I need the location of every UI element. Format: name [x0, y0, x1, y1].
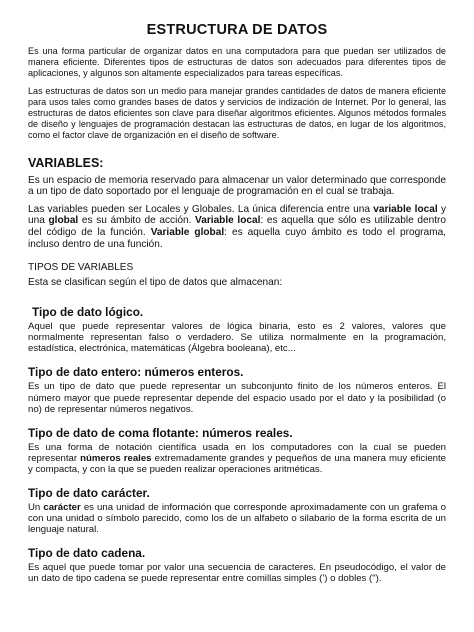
variables-section	[28, 156, 446, 251]
entero-heading: Tipo de dato entero: números enteros.	[28, 365, 244, 380]
variables-paragraph-2	[28, 204, 446, 250]
text-run: Un	[28, 502, 44, 514]
cadena-body: Es aquel que puede tomar por valor una secuencia de caracteres. En pseudocódigo, el valor de un dato de tipo cadena se puede representar entre comillas simples (') o dobles (").	[28, 562, 446, 585]
variables-paragraph-1: Es un espacio de memoria reservado para almacenar un valor determinado que corresponde a un tipo de dato soportado por el lenguaje de programación en el cual se trabaja.	[28, 174, 446, 198]
caracter-heading: Tipo de dato carácter.	[28, 486, 150, 501]
text-run: es una unidad de información que corresponde aproximadamente con un grafema o con una unidad o símbolo parecido, como los de un alfabeto o silabario de la forma escrita de un lenguaje natural.	[28, 502, 446, 536]
text-run: : es aquella cuyo ámbito es todo el programa, incluso dentro de una función.	[28, 227, 446, 250]
text-run: Las variables pueden ser Locales y Globales. La única diferencia entre una	[28, 203, 374, 215]
caracter-body	[28, 502, 446, 535]
text-run: es su ámbito de acción.	[78, 215, 196, 227]
flotante-heading: Tipo de dato de coma flotante: números reales.	[28, 425, 293, 440]
bold-term: variable local	[373, 203, 438, 215]
intro-paragraph-2: Las estructuras de datos son un medio para manejar grandes cantidades de datos de manera eficiente para usos tales como grandes bases de datos y servicios de indización de Internet. Por lo general, las estructuras de datos eficientes son clave para diseñar algoritmos eficientes. Algunos métodos formales de diseño y lenguajes de programación destacan las estructuras de datos, en lugar de los algoritmos, como el factor clave de organización en el diseño de software.	[28, 85, 446, 141]
intro-section	[28, 46, 446, 142]
bold-term: números reales	[80, 452, 152, 464]
text-run: Es una forma de notación científica usada en los computadores con la cual se pueden representar	[28, 441, 446, 464]
text-run: extremadamente grandes y pequeños de una manera muy eficiente y compacta, y con la que se pueden realizar operaciones aritméticas.	[28, 452, 446, 475]
logico-body: Aquel que puede representar valores de lógica binaria, esto es 2 valores, valores que normalmente representan falso o verdadero. Se utiliza normalmente en la programación, estadística, electrónica, matemáticas (Álgebra booleana), etc...	[28, 321, 446, 355]
bold-term: global	[48, 215, 79, 227]
text-run: : es aquella que sólo es utilizable dentro del código de la función.	[28, 215, 446, 238]
intro-paragraph-1: Es una forma particular de organizar datos en una computadora para que puedan ser utilizados de manera eficiente. Diferentes tipos de estructuras de datos son adecuados para diferentes tipos de aplicaciones, y algunos son altamente especializados para tareas específicas.	[28, 46, 446, 79]
text-run: y una	[28, 203, 447, 227]
logico-heading: Tipo de dato lógico.	[32, 305, 144, 320]
cadena-heading: Tipo de dato cadena.	[28, 546, 146, 561]
bold-term: Variable local	[195, 215, 261, 227]
flotante-body	[28, 442, 446, 475]
tipos-intro: Esta se clasifican según el tipo de datos que almacenan:	[28, 277, 283, 289]
bold-term: Variable global	[150, 227, 225, 238]
entero-body: Es un tipo de dato que puede representar un subconjunto finito de los números enteros. El número mayor que puede representar depende del espacio usado por el dato y la posibilidad (o no) de representar números negativos.	[28, 381, 446, 415]
tipos-section	[28, 262, 446, 584]
bold-term: carácter	[43, 502, 81, 514]
variables-heading: VARIABLES:	[28, 155, 104, 170]
document-title: ESTRUCTURA DE DATOS	[146, 22, 328, 38]
tipos-heading: TIPOS DE VARIABLES	[28, 262, 134, 274]
